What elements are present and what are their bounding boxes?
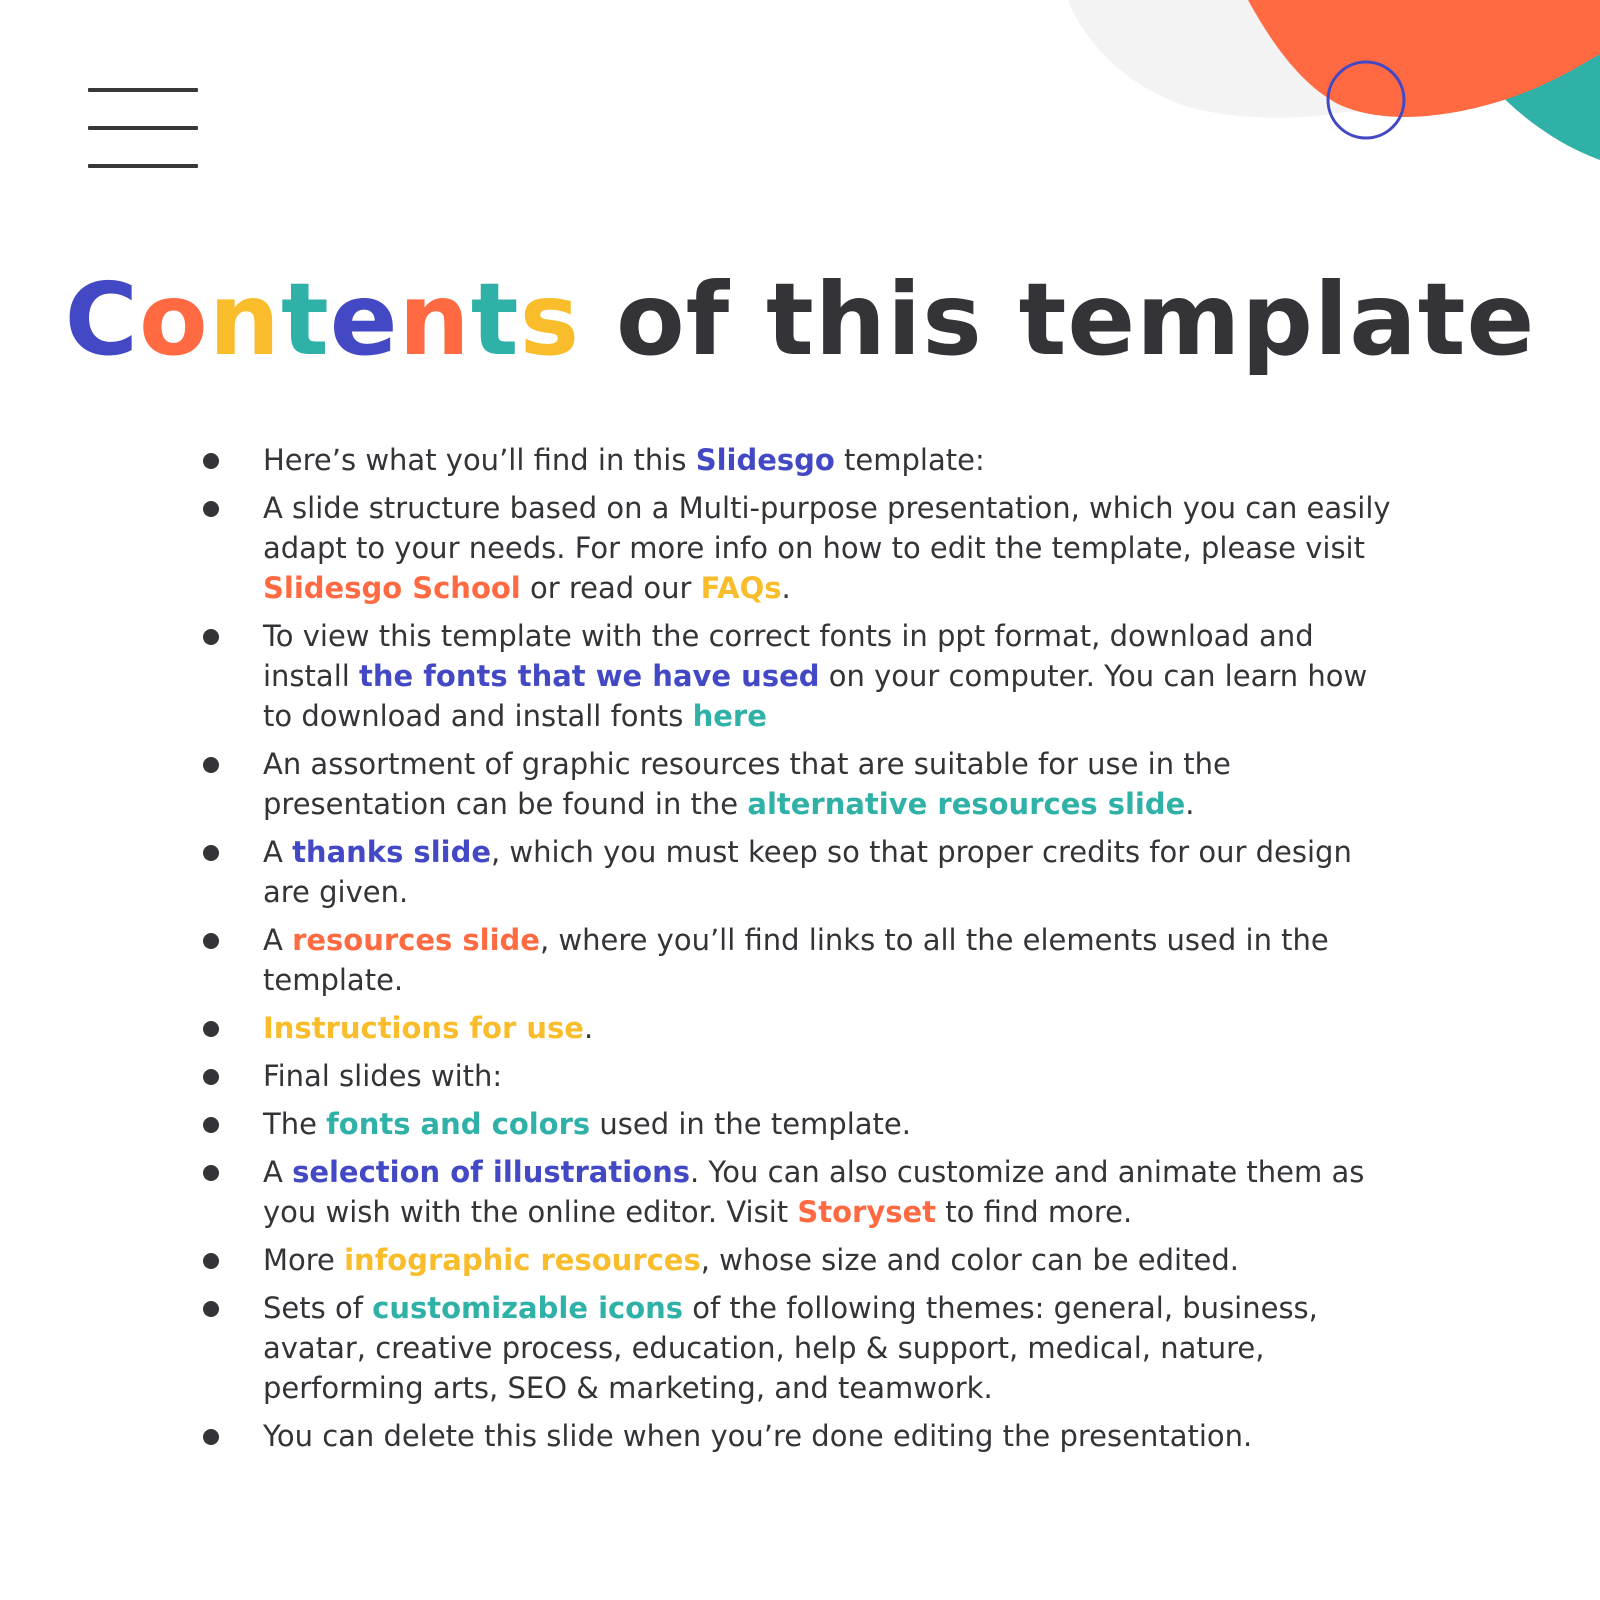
list-item (203, 744, 1403, 824)
list-item (203, 488, 1403, 608)
item-text: The (263, 1107, 327, 1141)
link-text[interactable]: thanks slide (292, 835, 491, 869)
item-text: Final slides with: (263, 1059, 503, 1093)
link-text[interactable]: Instructions for use (263, 1011, 584, 1045)
list-item (203, 1288, 1403, 1408)
page-title (0, 255, 1600, 385)
item-text: or read our (520, 571, 701, 605)
contents-list (203, 440, 1403, 1464)
title-rest: of this template (580, 261, 1536, 378)
link-text[interactable]: here (692, 699, 767, 733)
title-letter: o (139, 261, 209, 378)
item-text: A slide structure based on a Multi-purpose presentation, which you can easily adapt to your needs. For more info on how to edit the template, please visit (263, 491, 1391, 565)
title-letter: n (398, 261, 471, 378)
link-text[interactable]: alternative resources slide (747, 787, 1186, 821)
title-letter: t (470, 261, 520, 378)
item-text: used in the template. (590, 1107, 911, 1141)
item-text: , whose size and color can be edited. (700, 1243, 1239, 1277)
title-letter: n (208, 261, 281, 378)
ring-outline-icon (1328, 62, 1404, 138)
link-text[interactable]: customizable icons (372, 1291, 684, 1325)
item-text: More (263, 1243, 345, 1277)
item-text: . (583, 1011, 594, 1045)
title-letter: e (329, 261, 399, 378)
item-text: template: (834, 443, 985, 477)
item-text: Sets of (263, 1291, 373, 1325)
item-text: , where you’ll find links to all the elements used in the template. (263, 923, 1329, 997)
teal-blob (1470, 40, 1600, 160)
list-item (203, 1104, 1403, 1144)
title-letter: s (519, 261, 581, 378)
item-text: . (781, 571, 791, 605)
link-text[interactable]: fonts and colors (326, 1107, 591, 1141)
list-item (203, 440, 1403, 480)
item-text: . (1185, 787, 1195, 821)
list-item (203, 616, 1403, 736)
list-item (203, 1416, 1403, 1456)
title-letter: t (280, 261, 330, 378)
link-text[interactable]: resources slide (292, 923, 540, 957)
link-text[interactable]: the fonts that we have used (359, 659, 820, 693)
item-text: A (263, 923, 293, 957)
link-text[interactable]: Slidesgo (695, 443, 835, 477)
link-text[interactable]: Slidesgo School (263, 571, 521, 605)
item-text: An assortment of graphic resources that are suitable for use in the presentation can be found in the (263, 747, 1231, 821)
item-text: A (263, 835, 293, 869)
link-text[interactable]: infographic resources (344, 1243, 701, 1277)
list-item (203, 832, 1403, 912)
link-text[interactable]: FAQs (700, 571, 782, 605)
item-text: to find more. (936, 1195, 1133, 1229)
list-item (203, 1152, 1403, 1232)
list-item (203, 920, 1403, 1000)
item-text: A (263, 1155, 293, 1189)
gray-blob (1068, 0, 1600, 118)
item-text: on your computer. You can learn how to download and install fonts (263, 659, 1368, 733)
item-text: To view this template with the correct fonts in ppt format, download and install (263, 619, 1314, 693)
item-text: Here’s what you’ll find in this (263, 443, 696, 477)
list-item (203, 1008, 1403, 1048)
item-text: . You can also customize and animate them as you wish with the online editor. Visit (263, 1155, 1365, 1229)
hamburger-lines-icon (88, 88, 200, 170)
list-item (203, 1056, 1403, 1096)
link-text[interactable]: selection of illustrations (292, 1155, 690, 1189)
title-colored-word (65, 261, 580, 378)
title-letter: C (64, 261, 140, 378)
orange-blob (1248, 0, 1600, 117)
link-text[interactable]: Storyset (797, 1195, 937, 1229)
item-text: , which you must keep so that proper credits for our design are given. (263, 835, 1352, 909)
list-item (203, 1240, 1403, 1280)
item-text: of the following themes: general, business, avatar, creative process, education, help & support, medical, nature, performing arts, SEO & marketing, and teamwork. (263, 1291, 1318, 1405)
item-text: You can delete this slide when you’re done editing the presentation. (263, 1419, 1253, 1453)
